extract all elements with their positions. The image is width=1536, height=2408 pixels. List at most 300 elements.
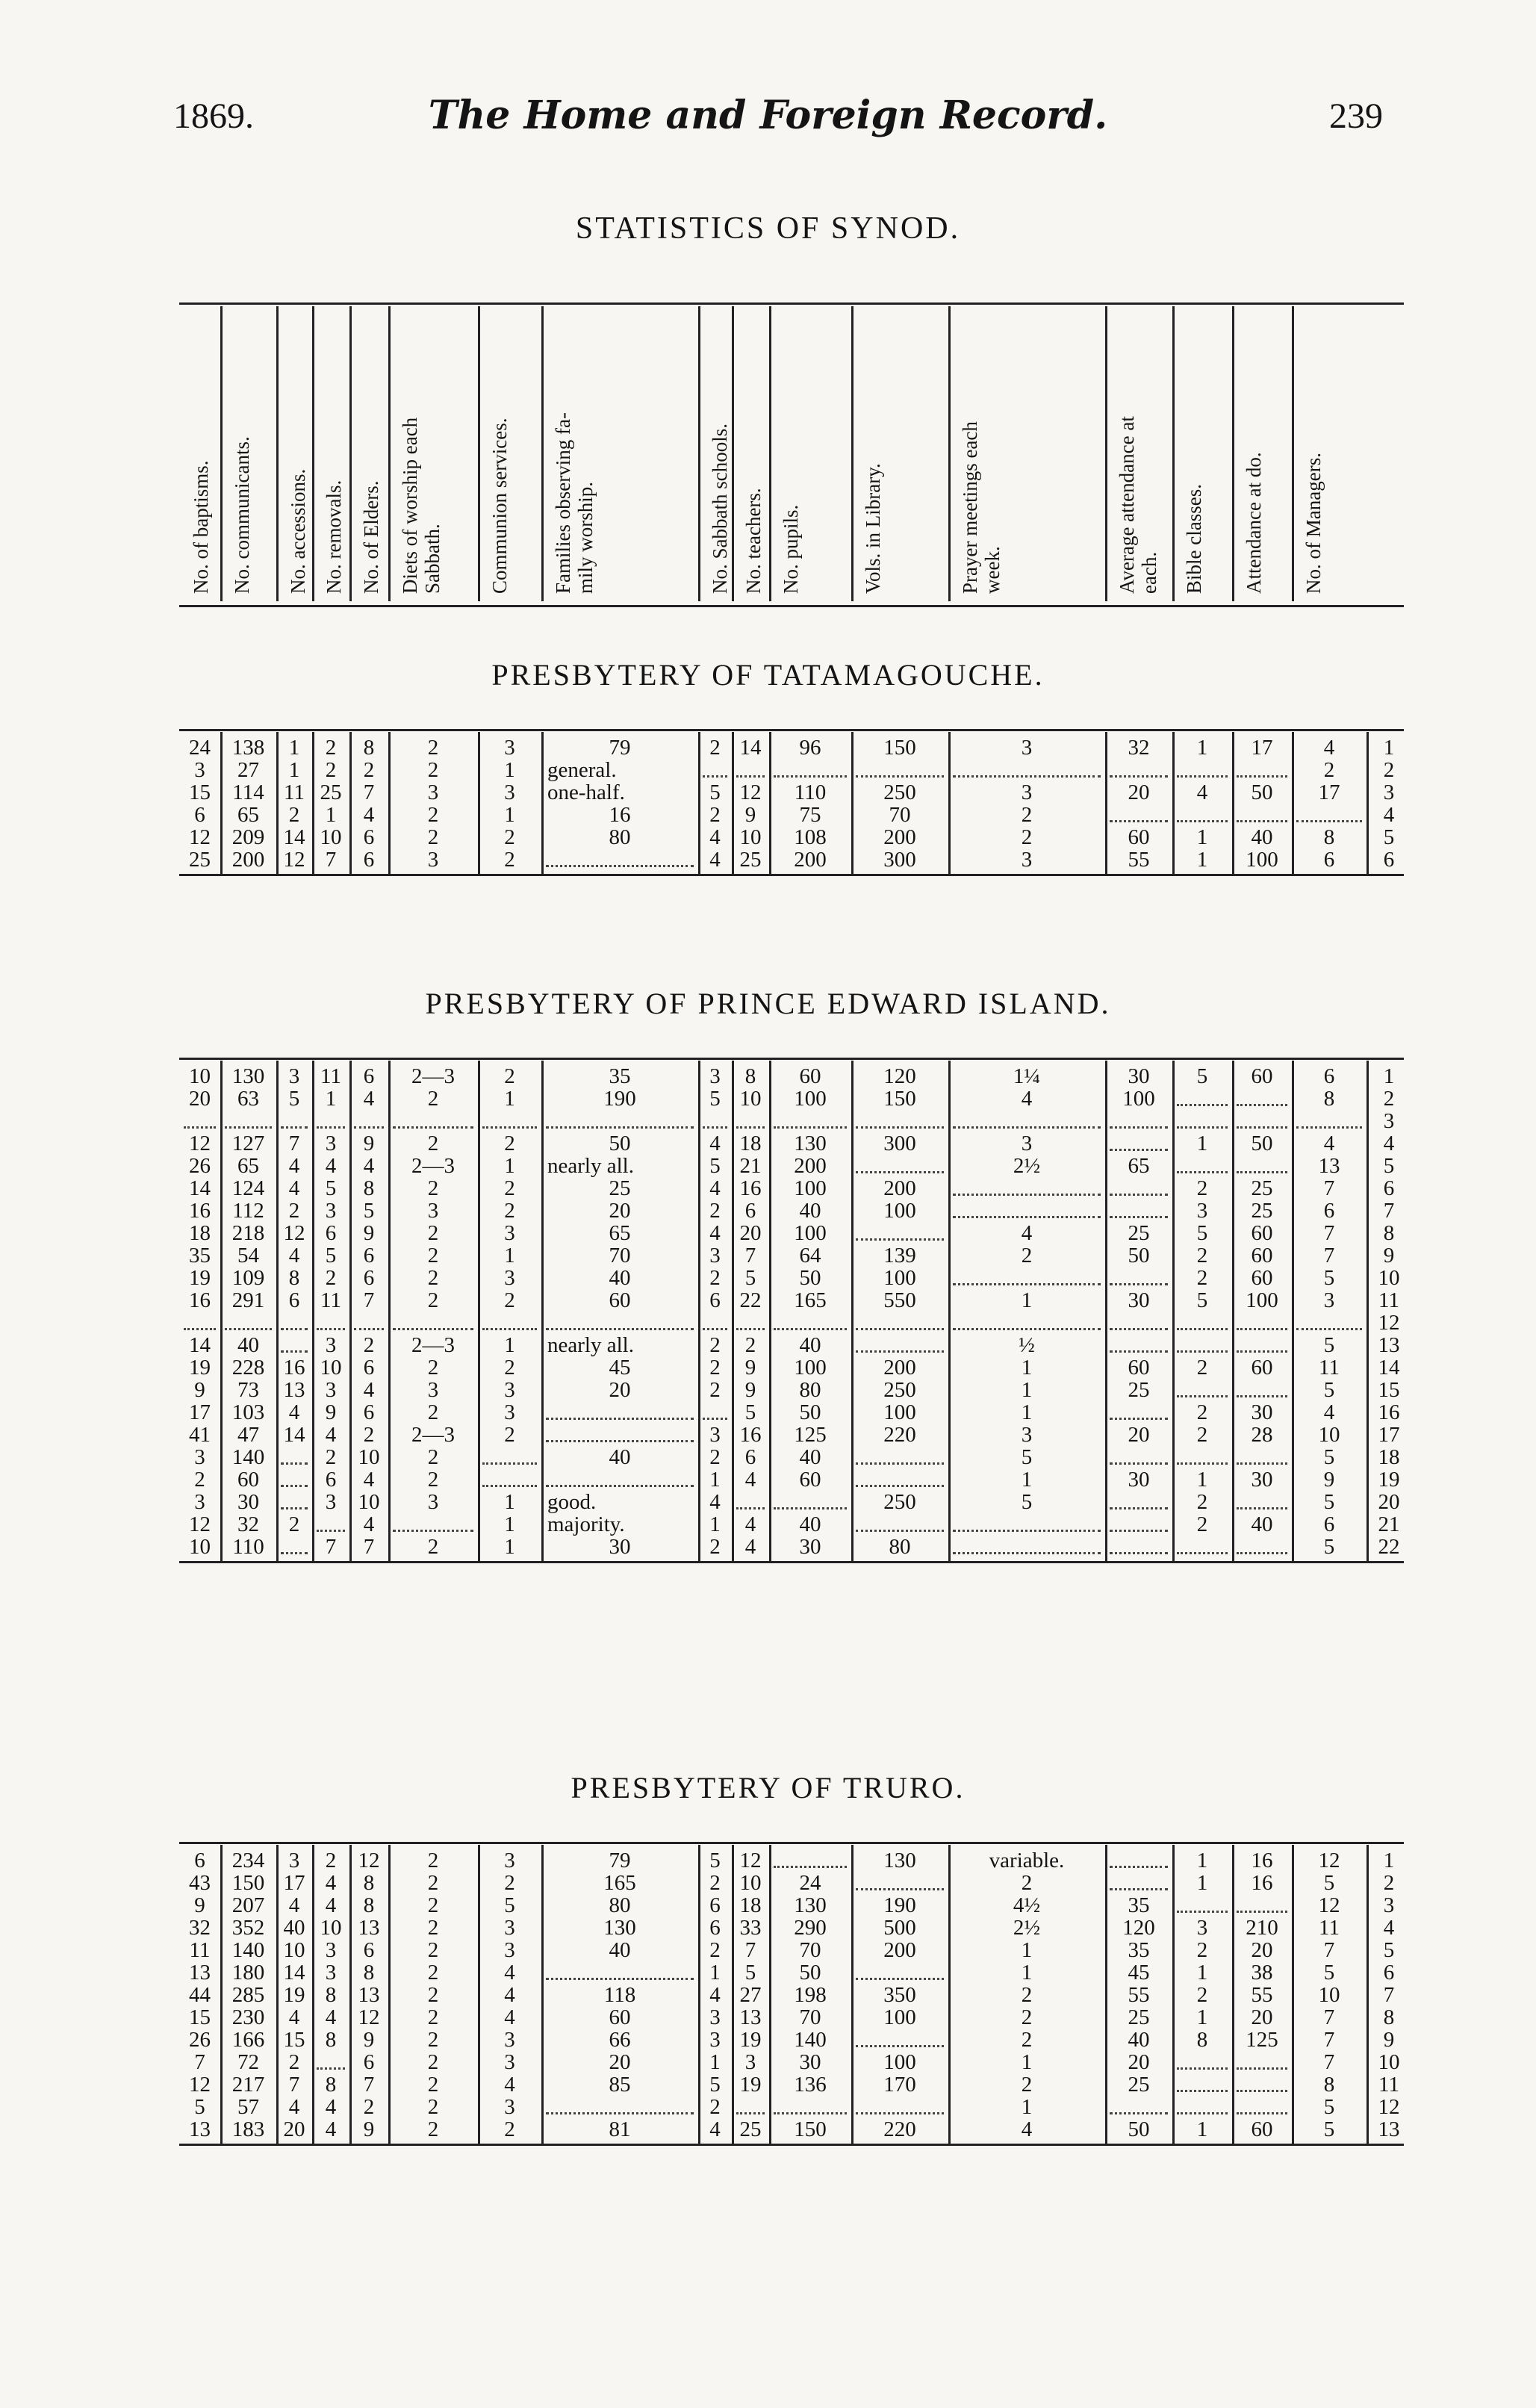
table-cell: 25: [1251, 1176, 1273, 1200]
empty-cell-leader: [1237, 1104, 1287, 1106]
table-cell: 136: [794, 2073, 827, 2097]
table-cell: 8: [363, 1176, 375, 1200]
empty-cell-leader: [281, 1462, 308, 1465]
table-cell: 40: [1128, 2028, 1150, 2052]
table-cell: 6: [363, 825, 375, 849]
table-cell: 2: [709, 1333, 721, 1357]
table-cell: 30: [1128, 1468, 1150, 1492]
table-cell: 2—3: [411, 1333, 455, 1357]
table-cell: 10: [320, 825, 342, 849]
column-header-label: Bible classes.: [1183, 484, 1205, 594]
table-cell: 80: [889, 1535, 911, 1559]
row-number: 8: [1383, 2005, 1395, 2029]
table-cell: 7: [325, 848, 337, 872]
column-header: [709, 306, 742, 598]
table-cell: 3: [194, 1490, 205, 1514]
row-number: 21: [1378, 1512, 1400, 1536]
table-cell: 25: [609, 1176, 631, 1200]
row-number: 4: [1383, 803, 1395, 827]
table-cell: 2: [363, 758, 375, 782]
table-cell: 2—3: [411, 1154, 455, 1178]
table-cell: 65: [237, 803, 259, 827]
table-cell: 112: [232, 1199, 264, 1223]
row-number: 22: [1378, 1535, 1400, 1559]
table-cell: 4: [363, 803, 375, 827]
column-header: [552, 306, 709, 598]
table-cell: 79: [609, 736, 631, 760]
table-cell: 7: [1323, 1221, 1335, 1245]
table-cell: 10: [320, 1916, 342, 1940]
table-cell: 40: [609, 1938, 631, 1962]
table-cell: 6: [744, 1445, 756, 1469]
table-cell: 5: [1323, 1445, 1335, 1469]
table-cell: 139: [883, 1244, 916, 1267]
table-cell: 4½: [1013, 1893, 1041, 1917]
table-cell: 2: [427, 1916, 439, 1940]
table-cell: 20: [609, 2050, 631, 2074]
empty-cell-leader: [1296, 1328, 1362, 1330]
table-cell: 16: [189, 1199, 211, 1223]
table-cell: 4: [1323, 1400, 1335, 1424]
table-cell: 50: [609, 1132, 631, 1155]
table-cell: 234: [231, 1849, 265, 1872]
table-cell: 1: [1021, 1378, 1033, 1402]
table-cell: 3: [504, 736, 515, 760]
table-cell: 12: [283, 1221, 305, 1245]
table-cell: ½: [1019, 1333, 1035, 1357]
table-cell: 12: [358, 2005, 380, 2029]
empty-cell-leader: [546, 2112, 694, 2114]
table-cell: 150: [231, 1871, 265, 1895]
table-cell: 2: [427, 758, 439, 782]
table-cell: 2: [288, 1199, 300, 1223]
table-cell: 3: [1196, 1916, 1208, 1940]
empty-cell-leader: [1177, 1171, 1228, 1173]
table-cell: 10: [320, 1356, 342, 1380]
table-cell: 4: [288, 1154, 300, 1178]
column-header: [780, 306, 862, 598]
empty-cell-leader: [856, 1126, 944, 1129]
empty-cell-leader: [1237, 775, 1287, 778]
table-cell: 55: [1128, 1983, 1150, 2007]
table-cell: 6: [194, 1849, 205, 1872]
empty-cell-leader: [1237, 1507, 1287, 1509]
empty-cell-leader: [1237, 2112, 1287, 2114]
table-cell: 2: [504, 1132, 515, 1155]
table-cell: 300: [883, 848, 916, 872]
empty-cell-leader: [856, 1978, 944, 1980]
table-cell: 5: [325, 1176, 337, 1200]
empty-cell-leader: [1177, 1395, 1228, 1397]
table-cell: 1: [1021, 1938, 1033, 1962]
table-cell: 210: [1246, 1916, 1278, 1940]
table-cell: 3: [504, 1266, 515, 1290]
table-cell: 250: [883, 1490, 916, 1514]
table-cell: 2: [427, 1400, 439, 1424]
table-cell: 2: [1196, 1983, 1208, 2007]
table-cell: 9: [744, 1356, 756, 1380]
table-cell: 118: [603, 1983, 636, 2007]
table-cell: 2: [1021, 2073, 1033, 2097]
empty-cell-leader: [856, 775, 944, 778]
table-cell: 200: [231, 848, 265, 872]
table-cell: 2: [709, 1356, 721, 1380]
empty-cell-leader: [317, 1328, 345, 1330]
table-cell: 3: [325, 1132, 337, 1155]
empty-cell-leader: [856, 2045, 944, 2047]
empty-cell-leader: [703, 1418, 727, 1420]
empty-cell-leader: [1110, 1530, 1168, 1532]
table-cell: 6: [363, 1244, 375, 1267]
table-cell: 40: [1251, 825, 1273, 849]
header-column-rule: [1172, 306, 1175, 601]
row-number: 11: [1378, 2073, 1399, 2097]
table-cell: 2½: [1013, 1154, 1041, 1178]
table-cell: 5: [1021, 1445, 1033, 1469]
table-cell: 54: [237, 1244, 259, 1267]
table-cell: 1: [709, 2050, 721, 2074]
table-cell: 4: [1021, 2117, 1033, 2141]
table-cell: 25: [1128, 2005, 1150, 2029]
empty-cell-leader: [1110, 1507, 1168, 1509]
table-cell: 66: [609, 2028, 631, 2052]
table-cell: 10: [1318, 1983, 1340, 2007]
column-header: [360, 306, 399, 598]
header-column-rule: [698, 306, 700, 601]
empty-cell-leader: [1237, 1395, 1287, 1397]
row-number: 14: [1378, 1356, 1400, 1380]
table-cell: 60: [1128, 825, 1150, 849]
table-cell: 60: [799, 1064, 821, 1088]
table-cell: 100: [794, 1087, 827, 1111]
table-cell: 10: [358, 1445, 380, 1469]
table-cell: 2: [709, 2095, 721, 2119]
row-number: 18: [1378, 1445, 1400, 1469]
table-cell: 1: [1196, 1468, 1208, 1492]
table-cell: 13: [283, 1378, 305, 1402]
empty-cell-leader: [1110, 775, 1168, 778]
empty-cell-leader: [1177, 1350, 1228, 1353]
row-number: 7: [1383, 1199, 1395, 1223]
empty-cell-leader: [774, 1126, 847, 1129]
table-cell: 4: [709, 1132, 721, 1155]
table-cell: 27: [739, 1983, 762, 2007]
empty-cell-leader: [482, 1328, 537, 1330]
table-cell: 73: [237, 1378, 259, 1402]
table-cell: 7: [744, 1938, 756, 1962]
table-cell: 150: [883, 736, 916, 760]
table-cell: 2: [427, 2028, 439, 2052]
empty-cell-leader: [703, 1126, 727, 1129]
row-number: 8: [1383, 1221, 1395, 1245]
row-number: 16: [1378, 1400, 1400, 1424]
table-cell: 3: [709, 2028, 721, 2052]
column-header-label: Average attendance at each.: [1116, 416, 1160, 594]
table-cell: 5: [504, 1893, 515, 1917]
table-cell: 18: [739, 1893, 762, 1917]
empty-cell-leader: [354, 1328, 384, 1330]
table-cell: 8: [363, 1961, 375, 1985]
table-cell: 72: [237, 2050, 259, 2074]
table-cell: 1: [1196, 825, 1208, 849]
table-cell: 20: [609, 1378, 631, 1402]
empty-cell-leader: [184, 1126, 216, 1129]
table-cell: 285: [231, 1983, 265, 2007]
table-cell: 4: [363, 1378, 375, 1402]
row-number: 5: [1383, 1154, 1395, 1178]
table-cell: 3: [427, 781, 439, 804]
table-cell: 2: [194, 1468, 205, 1492]
table-cell: 30: [1128, 1288, 1150, 1312]
table-cell: 38: [1251, 1961, 1273, 1985]
column-header-label: Prayer meetings each week.: [959, 421, 1004, 594]
table-cell: 5: [288, 1087, 300, 1111]
table-cell: 4: [288, 1400, 300, 1424]
table-cell: 1: [1196, 848, 1208, 872]
table-cell: 3: [504, 1916, 515, 1940]
table-cell: 2: [325, 1849, 337, 1872]
table-cell: 2: [427, 1132, 439, 1155]
header-column-rule: [349, 306, 352, 601]
table-cell: 4: [744, 1512, 756, 1536]
section-bottom-rule: [179, 1561, 1404, 1563]
table-cell: 2: [709, 1938, 721, 1962]
table-cell: 2: [709, 1266, 721, 1290]
table-cell: 2: [1021, 1983, 1033, 2007]
table-cell: 2: [427, 1871, 439, 1895]
table-cell: 45: [609, 1356, 631, 1380]
empty-cell-leader: [546, 1485, 694, 1487]
table-cell: 127: [231, 1132, 265, 1155]
table-cell: 2: [427, 1356, 439, 1380]
table-cell: 8: [363, 736, 375, 760]
empty-cell-leader: [774, 1507, 847, 1509]
table-cell: 45: [1128, 1961, 1150, 1985]
table-cell: 35: [1128, 1938, 1150, 1962]
table-cell: 7: [1323, 1244, 1335, 1267]
row-number: 6: [1383, 848, 1395, 872]
table-cell: 7: [1323, 1176, 1335, 1200]
column-header: [323, 306, 360, 598]
table-cell: 8: [325, 2073, 337, 2097]
table-cell: 3: [427, 848, 439, 872]
table-cell: 2: [427, 1221, 439, 1245]
table-cell: 11: [1319, 1916, 1340, 1940]
empty-cell-leader: [225, 1328, 272, 1330]
empty-cell-leader: [1110, 1194, 1168, 1196]
empty-cell-leader: [856, 1530, 944, 1532]
table-cell: 2: [427, 2005, 439, 2029]
header-bottom-rule: [179, 605, 1404, 607]
table-cell: 2: [504, 1176, 515, 1200]
table-cell: 50: [799, 1400, 821, 1424]
table-cell: 1: [1196, 1871, 1208, 1895]
table-cell: 2: [363, 2095, 375, 2119]
table-cell: 3: [504, 781, 515, 804]
empty-cell-leader: [1296, 820, 1362, 822]
empty-cell-leader: [953, 1552, 1101, 1554]
table-cell: 2: [744, 1333, 756, 1357]
empty-cell-leader: [856, 1238, 944, 1241]
table-cell: 4: [504, 2073, 515, 2097]
table-cell: 1: [288, 758, 300, 782]
table-cell: 6: [1323, 1512, 1335, 1536]
table-cell: 1: [1196, 1961, 1208, 1985]
empty-cell-leader: [856, 2112, 944, 2114]
header-column-rule: [1105, 306, 1107, 601]
table-cell: 15: [189, 2005, 211, 2029]
header-column-rule: [732, 306, 734, 601]
table-cell: 60: [1251, 1244, 1273, 1267]
table-cell: 30: [609, 1535, 631, 1559]
table-cell: 4: [744, 1535, 756, 1559]
table-cell: 60: [1251, 1064, 1273, 1088]
empty-cell-leader: [354, 1126, 384, 1129]
empty-cell-leader: [736, 1126, 765, 1129]
table-cell: 32: [237, 1512, 259, 1536]
table-cell: 2: [427, 1288, 439, 1312]
row-number: 9: [1383, 1244, 1395, 1267]
table-cell: 291: [231, 1288, 265, 1312]
table-cell: 100: [1246, 848, 1278, 872]
table-cell: 9: [363, 1132, 375, 1155]
table-cell: 7: [1323, 2050, 1335, 2074]
table-cell: 12: [189, 1512, 211, 1536]
table-cell: 2: [1021, 803, 1033, 827]
table-cell: 17: [283, 1871, 305, 1895]
table-cell: 55: [1251, 1983, 1273, 2007]
empty-cell-leader: [736, 1328, 765, 1330]
column-header-label: Vols. in Library.: [862, 463, 884, 594]
header-column-rule: [769, 306, 771, 601]
empty-cell-leader: [482, 1485, 537, 1487]
table-cell: nearly all.: [547, 1154, 634, 1178]
table-cell: 70: [799, 1938, 821, 1962]
table-cell: 2: [288, 1512, 300, 1536]
empty-cell-leader: [953, 1328, 1101, 1330]
table-cell: 100: [883, 1266, 916, 1290]
table-cell: 2: [1196, 1490, 1208, 1514]
table-cell: 100: [794, 1356, 827, 1380]
table-cell: 100: [794, 1176, 827, 1200]
table-cell: 3: [288, 1849, 300, 1872]
header-column-rule: [220, 306, 223, 601]
table-cell: 4: [363, 1154, 375, 1178]
empty-cell-leader: [1177, 775, 1228, 778]
empty-cell-leader: [856, 1888, 944, 1890]
table-cell: 18: [189, 1221, 211, 1245]
table-cell: 1: [1196, 736, 1208, 760]
table-cell: 4: [288, 1244, 300, 1267]
table-cell: 14: [283, 825, 305, 849]
row-number: 9: [1383, 2028, 1395, 2052]
table-cell: 3: [325, 1333, 337, 1357]
table-cell: 65: [609, 1221, 631, 1245]
table-cell: 3: [504, 1221, 515, 1245]
table-cell: 6: [363, 1400, 375, 1424]
table-cell: 7: [1323, 2028, 1335, 2052]
table-cell: 57: [237, 2095, 259, 2119]
table-cell: 20: [189, 1087, 211, 1111]
table-cell: 30: [237, 1490, 259, 1514]
table-cell: 4: [288, 1176, 300, 1200]
table-cell: 9: [363, 2117, 375, 2141]
table-cell: 1: [709, 1512, 721, 1536]
table-cell: 2: [1196, 1266, 1208, 1290]
table-cell: 7: [288, 2073, 300, 2097]
section-top-rule: [179, 1058, 1404, 1060]
table-cell: 25: [189, 848, 211, 872]
table-cell: 2: [363, 1333, 375, 1357]
table-cell: 100: [1246, 1288, 1278, 1312]
empty-cell-leader: [1237, 1462, 1287, 1465]
table-cell: 60: [609, 2005, 631, 2029]
table-cell: 14: [283, 1961, 305, 1985]
table-cell: 60: [1251, 1356, 1273, 1380]
table-cell: 3: [1323, 1288, 1335, 1312]
table-cell: 12: [739, 1849, 762, 1872]
table-cell: 2: [427, 1468, 439, 1492]
table-cell: 4: [504, 1961, 515, 1985]
table-cell: 1: [1021, 2095, 1033, 2119]
table-cell: 33: [739, 1916, 762, 1940]
page-year: 1869.: [173, 96, 254, 136]
table-cell: 50: [1251, 1132, 1273, 1155]
table-cell: 4: [709, 825, 721, 849]
table-cell: 2: [427, 1961, 439, 1985]
table-cell: 6: [194, 803, 205, 827]
table-cell: 13: [358, 1916, 380, 1940]
empty-cell-leader: [774, 1866, 847, 1868]
table-cell: 3: [325, 1938, 337, 1962]
empty-cell-leader: [317, 2067, 345, 2070]
table-cell: 60: [1251, 2117, 1273, 2141]
empty-cell-leader: [546, 1328, 694, 1330]
row-number: 1: [1383, 1849, 1395, 1872]
table-cell: 100: [794, 1221, 827, 1245]
table-cell: 130: [794, 1893, 827, 1917]
empty-cell-leader: [774, 775, 847, 778]
table-cell: 5: [1323, 1266, 1335, 1290]
table-cell: 30: [1128, 1064, 1150, 1088]
table-cell: 3: [1196, 1199, 1208, 1223]
table-cell: 40: [799, 1445, 821, 1469]
table-cell: 80: [609, 825, 631, 849]
table-cell: 4: [288, 1893, 300, 1917]
table-cell: 22: [739, 1288, 762, 1312]
empty-cell-leader: [1110, 1283, 1168, 1285]
empty-cell-leader: [281, 1126, 308, 1129]
table-cell: 9: [744, 1378, 756, 1402]
table-cell: 13: [189, 2117, 211, 2141]
table-cell: 79: [609, 1849, 631, 1872]
table-cell: 4: [325, 2117, 337, 2141]
table-cell: 2: [288, 803, 300, 827]
table-cell: 41: [189, 1423, 211, 1447]
table-cell: 7: [288, 1132, 300, 1155]
empty-cell-leader: [856, 1350, 944, 1353]
table-cell: 4: [744, 1468, 756, 1492]
table-cell: 220: [883, 1423, 916, 1447]
table-cell: 6: [363, 1266, 375, 1290]
table-cell: 4: [288, 2095, 300, 2119]
table-cell: 2: [427, 1983, 439, 2007]
column-header: [959, 306, 1116, 598]
table-cell: 1: [1196, 2005, 1208, 2029]
table-cell: 5: [1323, 1333, 1335, 1357]
table-cell: 10: [283, 1938, 305, 1962]
table-cell: 2: [709, 1871, 721, 1895]
